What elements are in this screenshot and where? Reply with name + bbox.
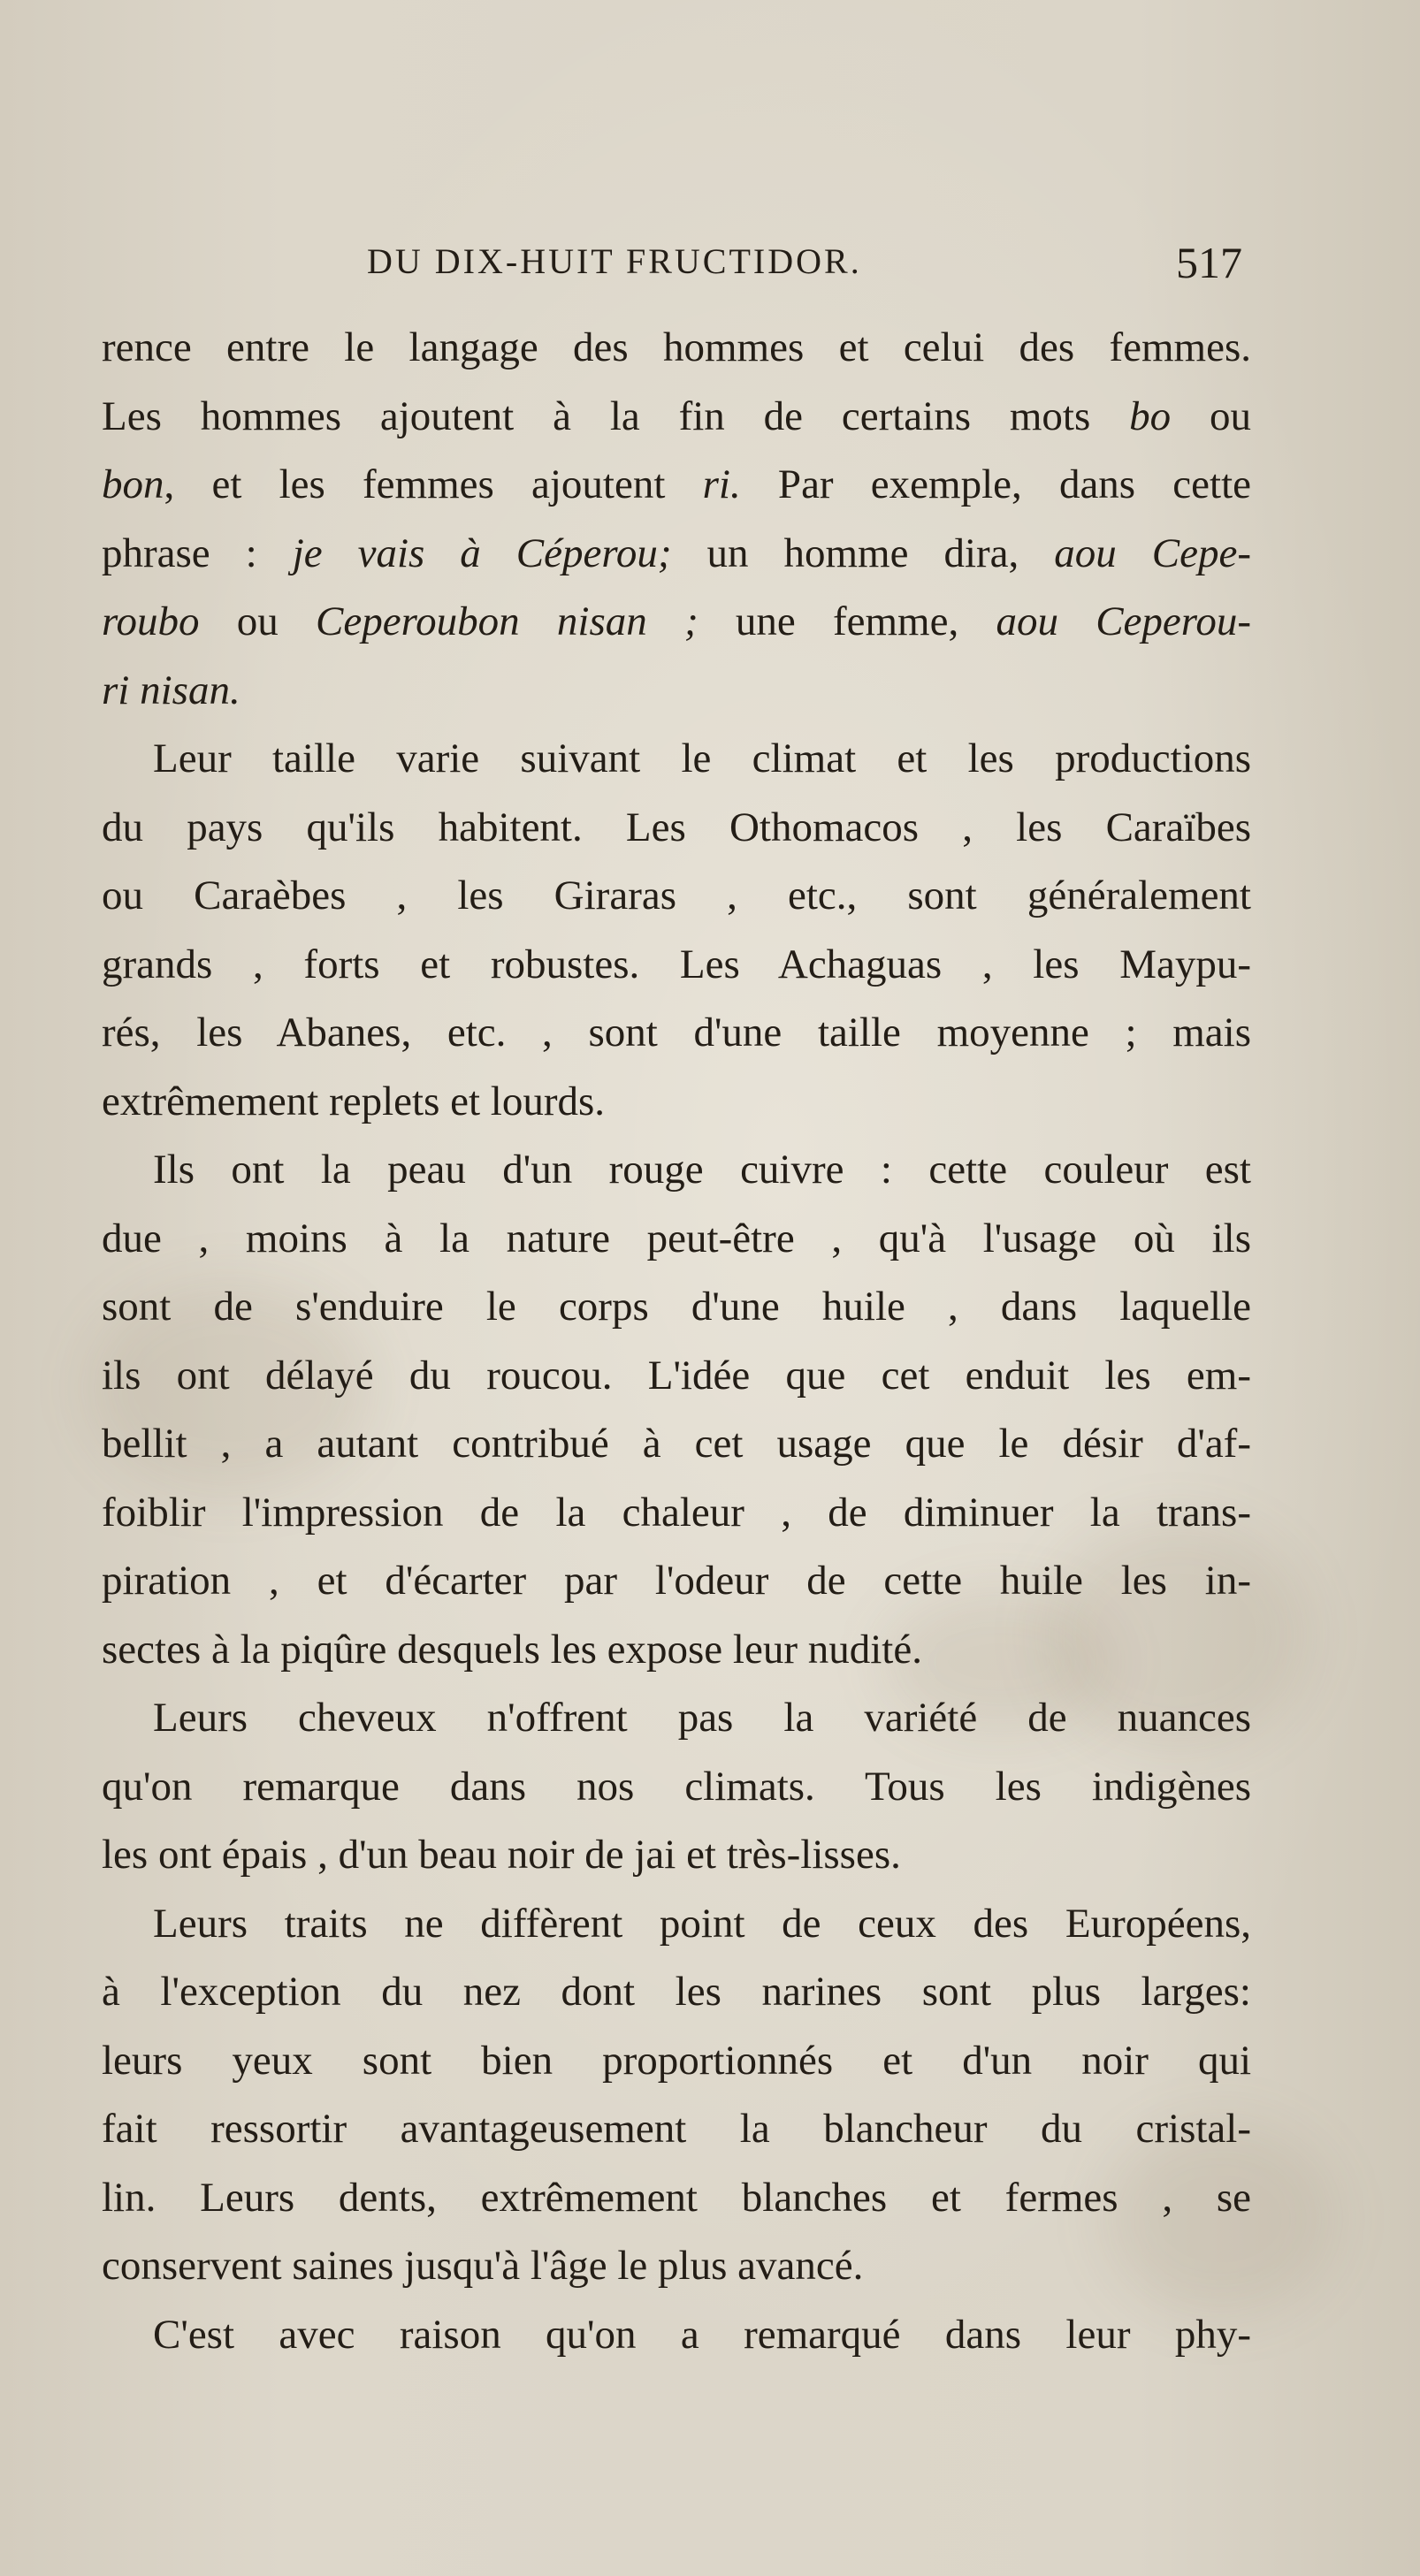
- text-line: Ils ont la peau d'un rouge cuivre : cette couleur est: [153, 1147, 1251, 1193]
- text-line: les ont épais , d'un beau noir de jai et très-lisses.: [102, 1832, 901, 1878]
- text-line: sectes à la piqûre desquels les expose leur nudité.: [102, 1626, 922, 1673]
- text-line: ils ont délayé du roucou. L'idée que cet enduit les em-: [102, 1352, 1251, 1399]
- text-line: ri nisan.: [102, 667, 240, 713]
- page-header: [367, 240, 1251, 293]
- text-line: à l'exception du nez dont les narines sont plus larges:: [102, 1969, 1251, 2015]
- text-line: bellit , a autant contribué à cet usage que le désir d'af-: [102, 1421, 1251, 1467]
- text-line: grands , forts et robustes. Les Achaguas , les Maypu-: [102, 941, 1251, 987]
- text-line: Leurs cheveux n'offrent pas la variété de nuances: [153, 1695, 1251, 1741]
- text-line: piration , et d'écarter par l'odeur de cette huile les in-: [102, 1558, 1251, 1604]
- text-line: Leur taille varie suivant le climat et les productions: [153, 735, 1251, 781]
- text-line: roubo ou Ceperoubon nisan ; une femme, aou Ceperou-: [102, 598, 1251, 644]
- text-line: lin. Leurs dents, extrêmement blanches et fermes , se: [102, 2174, 1251, 2221]
- text-line: rés, les Abanes, etc. , sont d'une taille moyenne ; mais: [102, 1010, 1251, 1056]
- text-line: foiblir l'impression de la chaleur , de diminuer la trans-: [102, 1489, 1251, 1536]
- text-line: du pays qu'ils habitent. Les Othomacos , les Caraïbes: [102, 804, 1251, 850]
- text-line: rence entre le langage des hommes et celui des femmes.: [102, 324, 1251, 370]
- text-line: extrêmement replets et lourds.: [102, 1078, 606, 1124]
- text-line: Les hommes ajoutent à la fin de certains mots bo ou: [102, 392, 1252, 439]
- text-line: leurs yeux sont bien proportionnés et d'un noir qui: [102, 2037, 1251, 2084]
- text-line: qu'on remarque dans nos climats. Tous les indigènes: [102, 1763, 1251, 1810]
- text-line: sont de s'enduire le corps d'une huile , dans laquelle: [102, 1284, 1251, 1330]
- page-number: 517: [1176, 238, 1242, 287]
- text-line: due , moins à la nature peut-être , qu'à l'usage où ils: [102, 1215, 1251, 1261]
- text-line: C'est avec raison qu'on a remarqué dans leur phy-: [153, 2311, 1251, 2358]
- text-line: fait ressortir avantageusement la blancheur du cristal-: [102, 2106, 1251, 2152]
- text-line: phrase : je vais à Céperou; un homme dira, aou Cepe-: [102, 530, 1251, 576]
- text-line: ou Caraèbes , les Giraras , etc., sont généralement: [102, 873, 1251, 918]
- text-line: Leurs traits ne diffèrent point de ceux des Européens,: [153, 1900, 1251, 1947]
- text-line: bon, et les femmes ajoutent ri. Par exemple, dans cette: [102, 461, 1252, 507]
- text-line: conservent saines jusqu'à l'âge le plus avancé.: [102, 2243, 864, 2289]
- body-text: [102, 314, 1251, 2369]
- running-head: DU DIX-HUIT FRUCTIDOR.: [367, 241, 862, 281]
